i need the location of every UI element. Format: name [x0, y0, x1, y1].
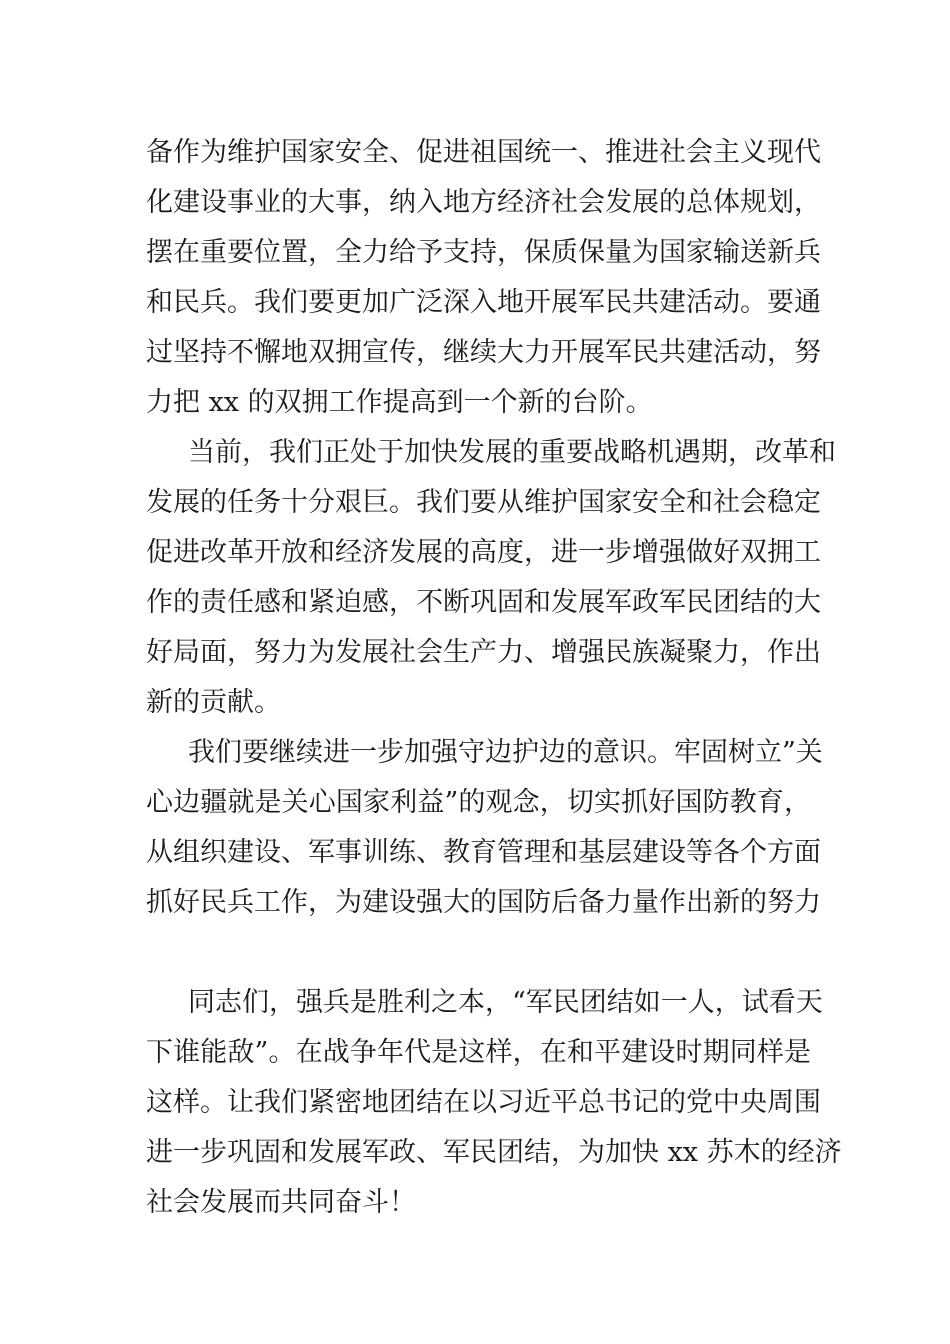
- text-line: 摆在重要位置，全力给予支持，保质保量为国家输送新兵: [146, 237, 821, 268]
- text-line: 好局面，努力为发展社会生产力、增强民族凝聚力，作出: [146, 637, 821, 668]
- text-line: 这样。让我们紧密地团结在以习近平总书记的党中央周围: [146, 1087, 821, 1118]
- text-line: 备作为维护国家安全、促进祖国统一、推进社会主义现代: [146, 137, 821, 168]
- text-line: 抓好民兵工作，为建设强大的国防后备力量作出新的努力: [146, 887, 821, 918]
- text-line: 过坚持不懈地双拥宣传，继续大力开展军民共建活动，努: [146, 337, 821, 368]
- text-line: 进一步巩固和发展军政、军民团结，为加快 xx 苏木的经济: [146, 1137, 842, 1168]
- text-line: 下谁能敌”。在战争年代是这样，在和平建设时期同样是: [146, 1037, 811, 1068]
- text-line: 社会发展而共同奋斗！: [146, 1187, 416, 1218]
- text-line: 促进改革开放和经济发展的高度，进一步增强做好双拥工: [146, 537, 821, 568]
- text-line: 发展的任务十分艰巨。我们要从维护国家安全和社会稳定: [146, 487, 821, 518]
- text-line: 力把 xx 的双拥工作提高到一个新的台阶。: [146, 387, 653, 418]
- text-line: 和民兵。我们要更加广泛深入地开展军民共建活动。要通: [146, 287, 821, 318]
- text-line: 新的贡献。: [146, 687, 281, 718]
- text-line: 心边疆就是关心国家利益”的观念，切实抓好国防教育，: [146, 787, 811, 818]
- text-line: 从组织建设、军事训练、教育管理和基层建设等各个方面: [146, 837, 821, 868]
- text-line: 我们要继续进一步加强守边护边的意识。牢固树立”关: [188, 737, 823, 768]
- text-line: 作的责任感和紧迫感，不断巩固和发展军政军民团结的大: [146, 587, 821, 618]
- text-line: 当前，我们正处于加快发展的重要战略机遇期，改革和: [188, 437, 836, 468]
- text-line: 化建设事业的大事，纳入地方经济社会发展的总体规划，: [146, 187, 821, 218]
- text-line: 同志们，强兵是胜利之本，“军民团结如一人，试看天: [188, 987, 823, 1018]
